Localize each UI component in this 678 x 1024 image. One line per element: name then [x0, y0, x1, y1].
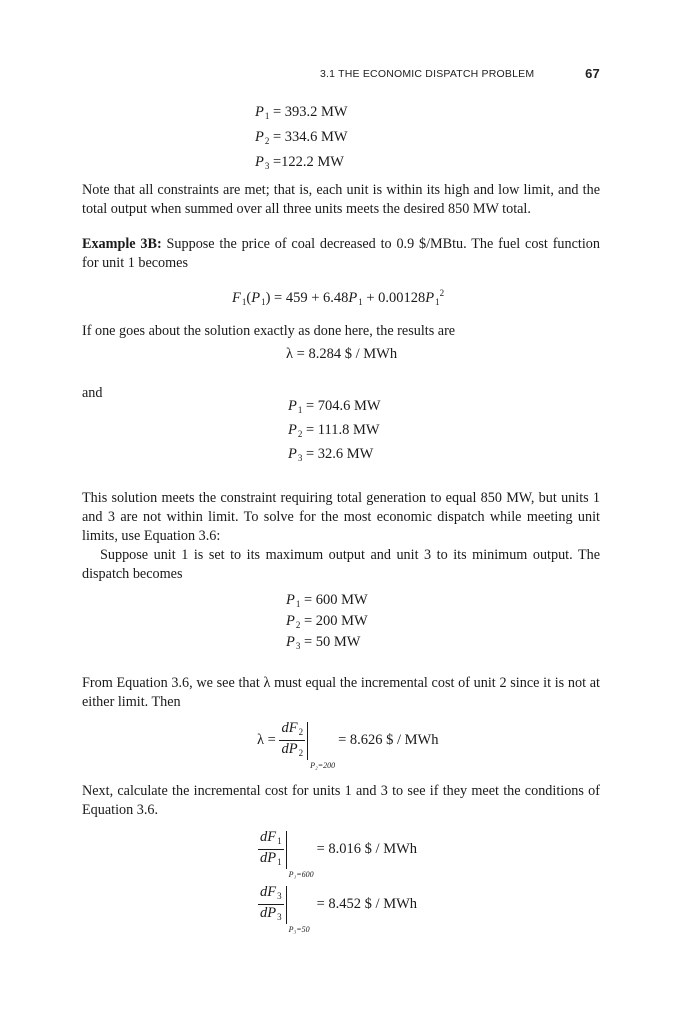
- derivative-fraction: $\frac{dF_3}{dP_3}$: [260, 884, 282, 922]
- if-paragraph: If one goes about the solution exactly as done here, the results are: [82, 323, 456, 339]
- derivative-fraction: $\frac{dF_2}{dP_2}$: [281, 720, 304, 758]
- next-paragraph: Next, calculate the incremental cost for units 1 and 3 to see if they meet the conditions of Equation 3.6.: [82, 783, 600, 818]
- equation-p1-limited: $P_1 = 600$ MW: [286, 592, 368, 609]
- equation-p2-limited: $P_2 = 200$ MW: [286, 613, 368, 630]
- from-equation-paragraph: From Equation 3.6, we see that λ must equal the incremental cost of unit 2 since it is not at either limit. Then: [82, 675, 600, 710]
- equation-p1-unconstrained: $P_1 = 704.6$ MW: [288, 398, 381, 415]
- fuel-cost-equation: $F_1(P_1) = 459 + 6.48P_1 + 0.00128P_1^2$: [232, 288, 445, 307]
- section-title: 3.1 THE ECONOMIC DISPATCH PROBLEM: [320, 68, 535, 80]
- evaluation-bar: P₂=200: [307, 722, 326, 760]
- evaluation-bar: P₁=600: [286, 831, 305, 869]
- unit1-incremental-cost: $\frac{dF_1}{dP_1}$ P₁=600 = 8.016 $ / MWh: [260, 829, 418, 879]
- example-label: Example 3B:: [82, 236, 162, 252]
- example-text: Suppose the price of coal decreased to 0.9 $/MBtu. The fuel cost function for unit 1 becomes: [82, 236, 600, 271]
- derivative-fraction: $\frac{dF_1}{dP_1}$: [260, 829, 282, 867]
- page-number: 67: [585, 66, 600, 81]
- solution-paragraph: This solution meets the constraint requiring total generation to equal 850 MW, but units 1 and 3 are not within limit. To solve for the most economic dispatch while meeting unit limits, use Equation 3.6:: [82, 490, 600, 544]
- note-paragraph: Note that all constraints are met; that is, each unit is within its high and low limit, and the total output when summed over all three units meets the desired 850 MW total.: [82, 182, 600, 217]
- lambda-derivative-equation: λ = $\frac{dF_2}{dP_2}$ P₂=200 = 8.626 $ / MWh: [257, 720, 439, 770]
- equation-p3-limited: $P_3 = 50$ MW: [286, 634, 361, 651]
- equation-p1-result: $P_1 = 393.2$ MW: [255, 104, 348, 121]
- equation-p3-result: $P_3 =122.2$ MW: [255, 154, 344, 171]
- suppose-paragraph: Suppose unit 1 is set to its maximum output and unit 3 to its minimum output. The dispatch becomes: [82, 547, 600, 582]
- equation-p2-unconstrained: $P_2 = 111.8$ MW: [288, 422, 380, 439]
- equation-p2-result: $P_2 = 334.6$ MW: [255, 129, 348, 146]
- evaluation-bar: P₃=50: [286, 886, 305, 924]
- running-header: [320, 68, 600, 80]
- unit3-incremental-cost: $\frac{dF_3}{dP_3}$ P₃=50 = 8.452 $ / MWh: [260, 884, 418, 934]
- equation-p3-unconstrained: $P_3 = 32.6$ MW: [288, 446, 374, 463]
- example-paragraph: [82, 235, 600, 273]
- lambda-result: λ = 8.284 $ / MWh: [286, 346, 398, 362]
- and-text: and: [82, 385, 103, 401]
